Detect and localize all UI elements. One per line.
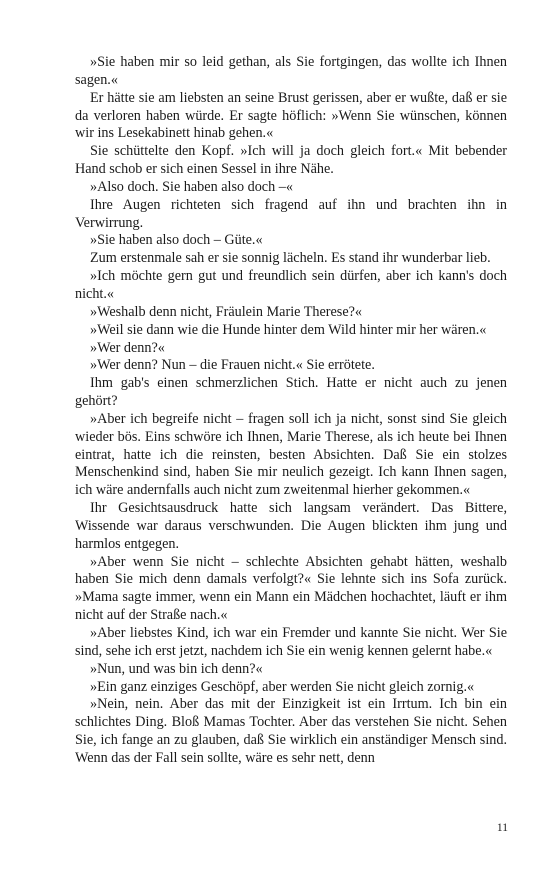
paragraph: Er hätte sie am liebsten an seine Brust gerissen, aber er wußte, daß er sie da verloren haben würde. Er sagte höflich: »Wenn Sie wünschen, können wir ins Lesekabinett hinab gehen.« <box>75 89 507 142</box>
paragraph: »Nein, nein. Aber das mit der Einzigkeit ist ein Irrtum. Ich bin ein schlichtes Ding. Bloß Mamas Tochter. Aber das verstehen Sie nicht. Sehen Sie, ich fange an zu glauben, daß Sie wirklich ein anständiger Mensch sind. Wenn das der Fall sein sollte, wäre es sehr nett, denn <box>75 696 507 766</box>
paragraph: »Aber wenn Sie nicht – schlechte Absichten gehabt hätten, weshalb haben Sie mich denn damals verfolgt?« Sie lehnte sich ins Sofa zurück. »Mama sagte immer, wenn ein Mann ein Mädchen hochachtet, läuft er ihm nicht auf der Straße nach.« <box>75 553 507 624</box>
paragraph: Zum erstenmale sah er sie sonnig lächeln. Es stand ihr wunderbar lieb. <box>90 250 491 267</box>
page-number: 11 <box>496 822 508 834</box>
paragraph: »Nun, und was bin ich denn?« <box>90 660 263 677</box>
paragraph: »Ich möchte gern gut und freundlich sein dürfen, aber ich kann's doch nicht.« <box>75 268 507 302</box>
paragraph: »Ein ganz einziges Geschöpf, aber werden Sie nicht gleich zornig.« <box>90 678 475 695</box>
paragraph: »Wer denn?« <box>90 339 165 356</box>
paragraph: Ihr Gesichtsausdruck hatte sich langsam verändert. Das Bittere, Wissende war daraus verschwunden. Die Augen blickten ihm jung und harmlos entgegen. <box>75 500 507 552</box>
paragraph: »Aber ich begreife nicht – fragen soll ich ja nicht, sonst sind Sie gleich wieder bös. Eins schwöre ich Ihnen, Marie Therese, als ich heute bei Ihnen eintrat, hatte ich die reinsten, besten Absichten. Daß Sie ein stolzes Menschenkind sind, haben Sie mir neulich gezeigt. Ich kann Ihnen sagen, ich wäre andernfalls auch nicht zum zweitenmal hierher gekommen.« <box>75 410 507 499</box>
paragraph: »Sie haben also doch – Güte.« <box>90 232 263 249</box>
paragraph: Ihm gab's einen schmerzlichen Stich. Hatte er nicht auch zu jenen gehört? <box>75 375 507 410</box>
paragraph: »Wer denn? Nun – die Frauen nicht.« Sie errötete. <box>90 357 375 374</box>
paragraph: »Also doch. Sie haben also doch –« <box>90 178 293 195</box>
paragraph: Sie schüttelte den Kopf. »Ich will ja doch gleich fort.« Mit bebender Hand schob er sich einen Sessel in ihre Nähe. <box>75 143 507 178</box>
body-text <box>75 54 507 768</box>
paragraph: »Sie haben mir so leid gethan, als Sie fortgingen, das wollte ich Ihnen sagen.« <box>75 54 507 88</box>
paragraph: »Weil sie dann wie die Hunde hinter dem Wild hinter mir her wären.« <box>90 321 487 338</box>
paragraph: »Weshalb denn nicht, Fräulein Marie Therese?« <box>90 303 363 320</box>
paragraph: »Aber liebstes Kind, ich war ein Fremder und kannte Sie nicht. Wer Sie sind, sehe ich erst jetzt, nachdem ich Sie ein wenig kennen gelernt habe.« <box>75 625 507 659</box>
paragraph: Ihre Augen richteten sich fragend auf ihn und brachten ihn in Verwirrung. <box>75 196 507 231</box>
